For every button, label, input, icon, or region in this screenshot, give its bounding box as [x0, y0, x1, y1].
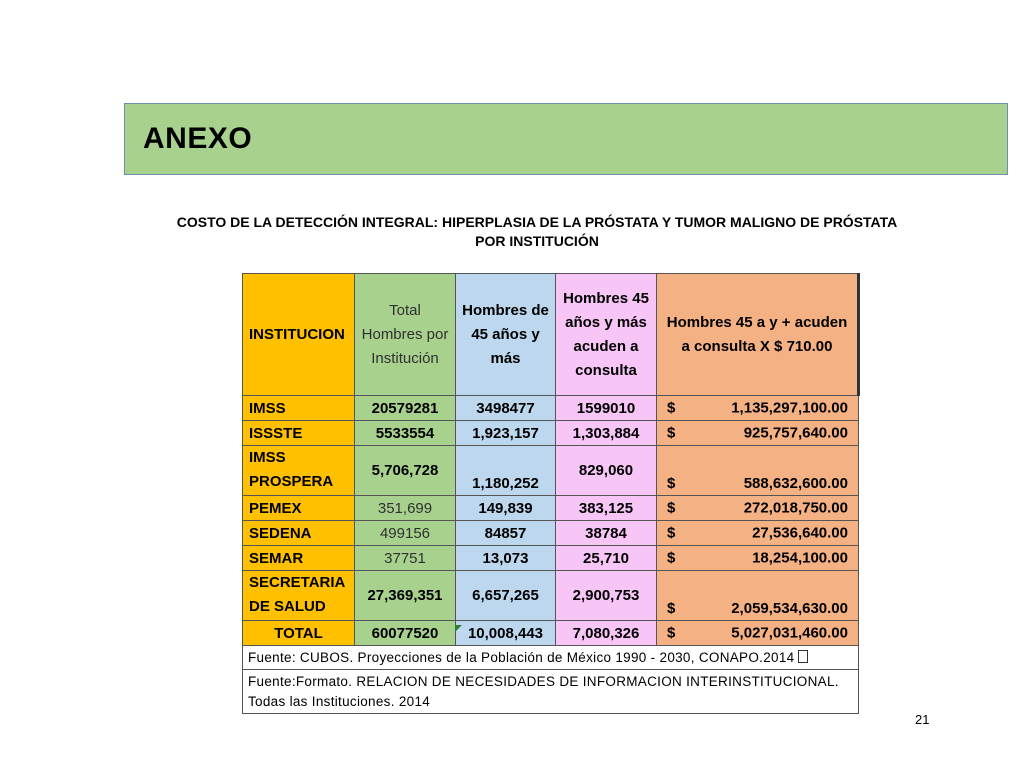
currency-symbol: $: [667, 549, 676, 567]
cell-acuden: 38784: [556, 521, 657, 546]
currency-symbol: $: [667, 399, 676, 417]
cell-acuden: 2,900,753: [556, 571, 657, 621]
cell-total: 20579281: [355, 396, 456, 421]
cell-acuden: 1599010: [556, 396, 657, 421]
table-caption: [170, 213, 904, 251]
source-row: [243, 670, 859, 714]
cell-total: 499156: [355, 521, 456, 546]
cell-acuden: 7,080,326: [556, 621, 657, 646]
cell-institucion: IMSS PROSPERA: [243, 446, 355, 496]
cell-costo: [657, 546, 859, 571]
currency-symbol: $: [667, 424, 676, 442]
source-note-2: Fuente:Formato. RELACION DE NECESIDADES DE INFORMACION INTERINSTITUCIONAL. Todas las Instituciones. 2014: [243, 670, 859, 714]
table-row: [243, 546, 859, 571]
cell-institucion: SECRETARIA DE SALUD: [243, 571, 355, 621]
currency-symbol: $: [667, 524, 676, 542]
anexo-banner: [124, 103, 1008, 175]
cell-costo: [657, 571, 859, 621]
cell-h45: 1,180,252: [456, 446, 556, 496]
cell-costo: [657, 621, 859, 646]
cell-acuden: 1,303,884: [556, 421, 657, 446]
cell-h45: 149,839: [456, 496, 556, 521]
cell-h45: 6,657,265: [456, 571, 556, 621]
cost-amount: 588,632,600.00: [743, 475, 848, 492]
cell-error-marker-icon: [455, 625, 462, 632]
cost-amount: 18,254,100.00: [752, 549, 848, 567]
total-row: [243, 621, 859, 646]
cell-h45: 10,008,443: [456, 621, 556, 646]
cell-institucion: ISSSTE: [243, 421, 355, 446]
header-hombres-45: Hombres de 45 años y más: [456, 274, 556, 396]
table-row: [243, 496, 859, 521]
cell-costo: [657, 521, 859, 546]
cost-amount: 925,757,640.00: [743, 424, 848, 442]
cell-costo: [657, 421, 859, 446]
cell-institucion: SEMAR: [243, 546, 355, 571]
table-row: [243, 446, 859, 496]
cell-h45: 13,073: [456, 546, 556, 571]
cost-amount: 1,135,297,100.00: [731, 399, 848, 417]
header-total-hombres: Total Hombres por Institución: [355, 274, 456, 396]
cell-total: 60077520: [355, 621, 456, 646]
cell-costo: [657, 496, 859, 521]
table-row: [243, 571, 859, 621]
cell-h45: 84857: [456, 521, 556, 546]
cell-acuden: 25,710: [556, 546, 657, 571]
cell-acuden: 383,125: [556, 496, 657, 521]
source-row: [243, 646, 859, 670]
source-note-1: [243, 646, 859, 670]
cell-total: 37751: [355, 546, 456, 571]
caption-line-2: POR INSTITUCIÓN: [475, 233, 599, 249]
cost-amount: 2,059,534,630.00: [731, 600, 848, 617]
cost-table: [242, 273, 860, 714]
table-row: [243, 421, 859, 446]
cell-costo: [657, 446, 859, 496]
caption-line-1: COSTO DE LA DETECCIÓN INTEGRAL: HIPERPLASIA DE LA PRÓSTATA Y TUMOR MALIGNO DE PRÓSTATA: [176, 214, 898, 230]
cell-institucion: SEDENA: [243, 521, 355, 546]
page-number: 21: [915, 712, 930, 727]
cost-amount: 27,536,640.00: [752, 524, 848, 542]
cost-amount: 5,027,031,460.00: [731, 624, 848, 642]
cell-total: 5,706,728: [355, 446, 456, 496]
header-acuden: Hombres 45 años y más acuden a consulta: [556, 274, 657, 396]
cell-acuden: 829,060: [556, 446, 657, 496]
banner-title: ANEXO: [143, 122, 253, 155]
currency-symbol: $: [667, 475, 676, 492]
source-text-1: Fuente: CUBOS. Proyecciones de la Población de México 1990 - 2030, CONAPO.2014: [248, 650, 799, 665]
broken-glyph-icon: [798, 650, 808, 663]
cell-total: 351,699: [355, 496, 456, 521]
cost-amount: 272,018,750.00: [743, 499, 848, 517]
header-institucion: INSTITUCION: [243, 274, 355, 396]
currency-symbol: $: [667, 600, 676, 617]
cell-institucion: PEMEX: [243, 496, 355, 521]
cell-institucion: IMSS: [243, 396, 355, 421]
cell-total: 27,369,351: [355, 571, 456, 621]
table-row: [243, 396, 859, 421]
header-row: [243, 274, 859, 396]
currency-symbol: $: [667, 624, 676, 642]
cell-h45: 3498477: [456, 396, 556, 421]
cell-costo: [657, 396, 859, 421]
cell-total-label: TOTAL: [243, 621, 355, 646]
table-row: [243, 521, 859, 546]
header-costo: Hombres 45 a y + acuden a consulta X $ 710.00: [657, 274, 859, 396]
cell-h45: 1,923,157: [456, 421, 556, 446]
currency-symbol: $: [667, 499, 676, 517]
cell-total: 5533554: [355, 421, 456, 446]
